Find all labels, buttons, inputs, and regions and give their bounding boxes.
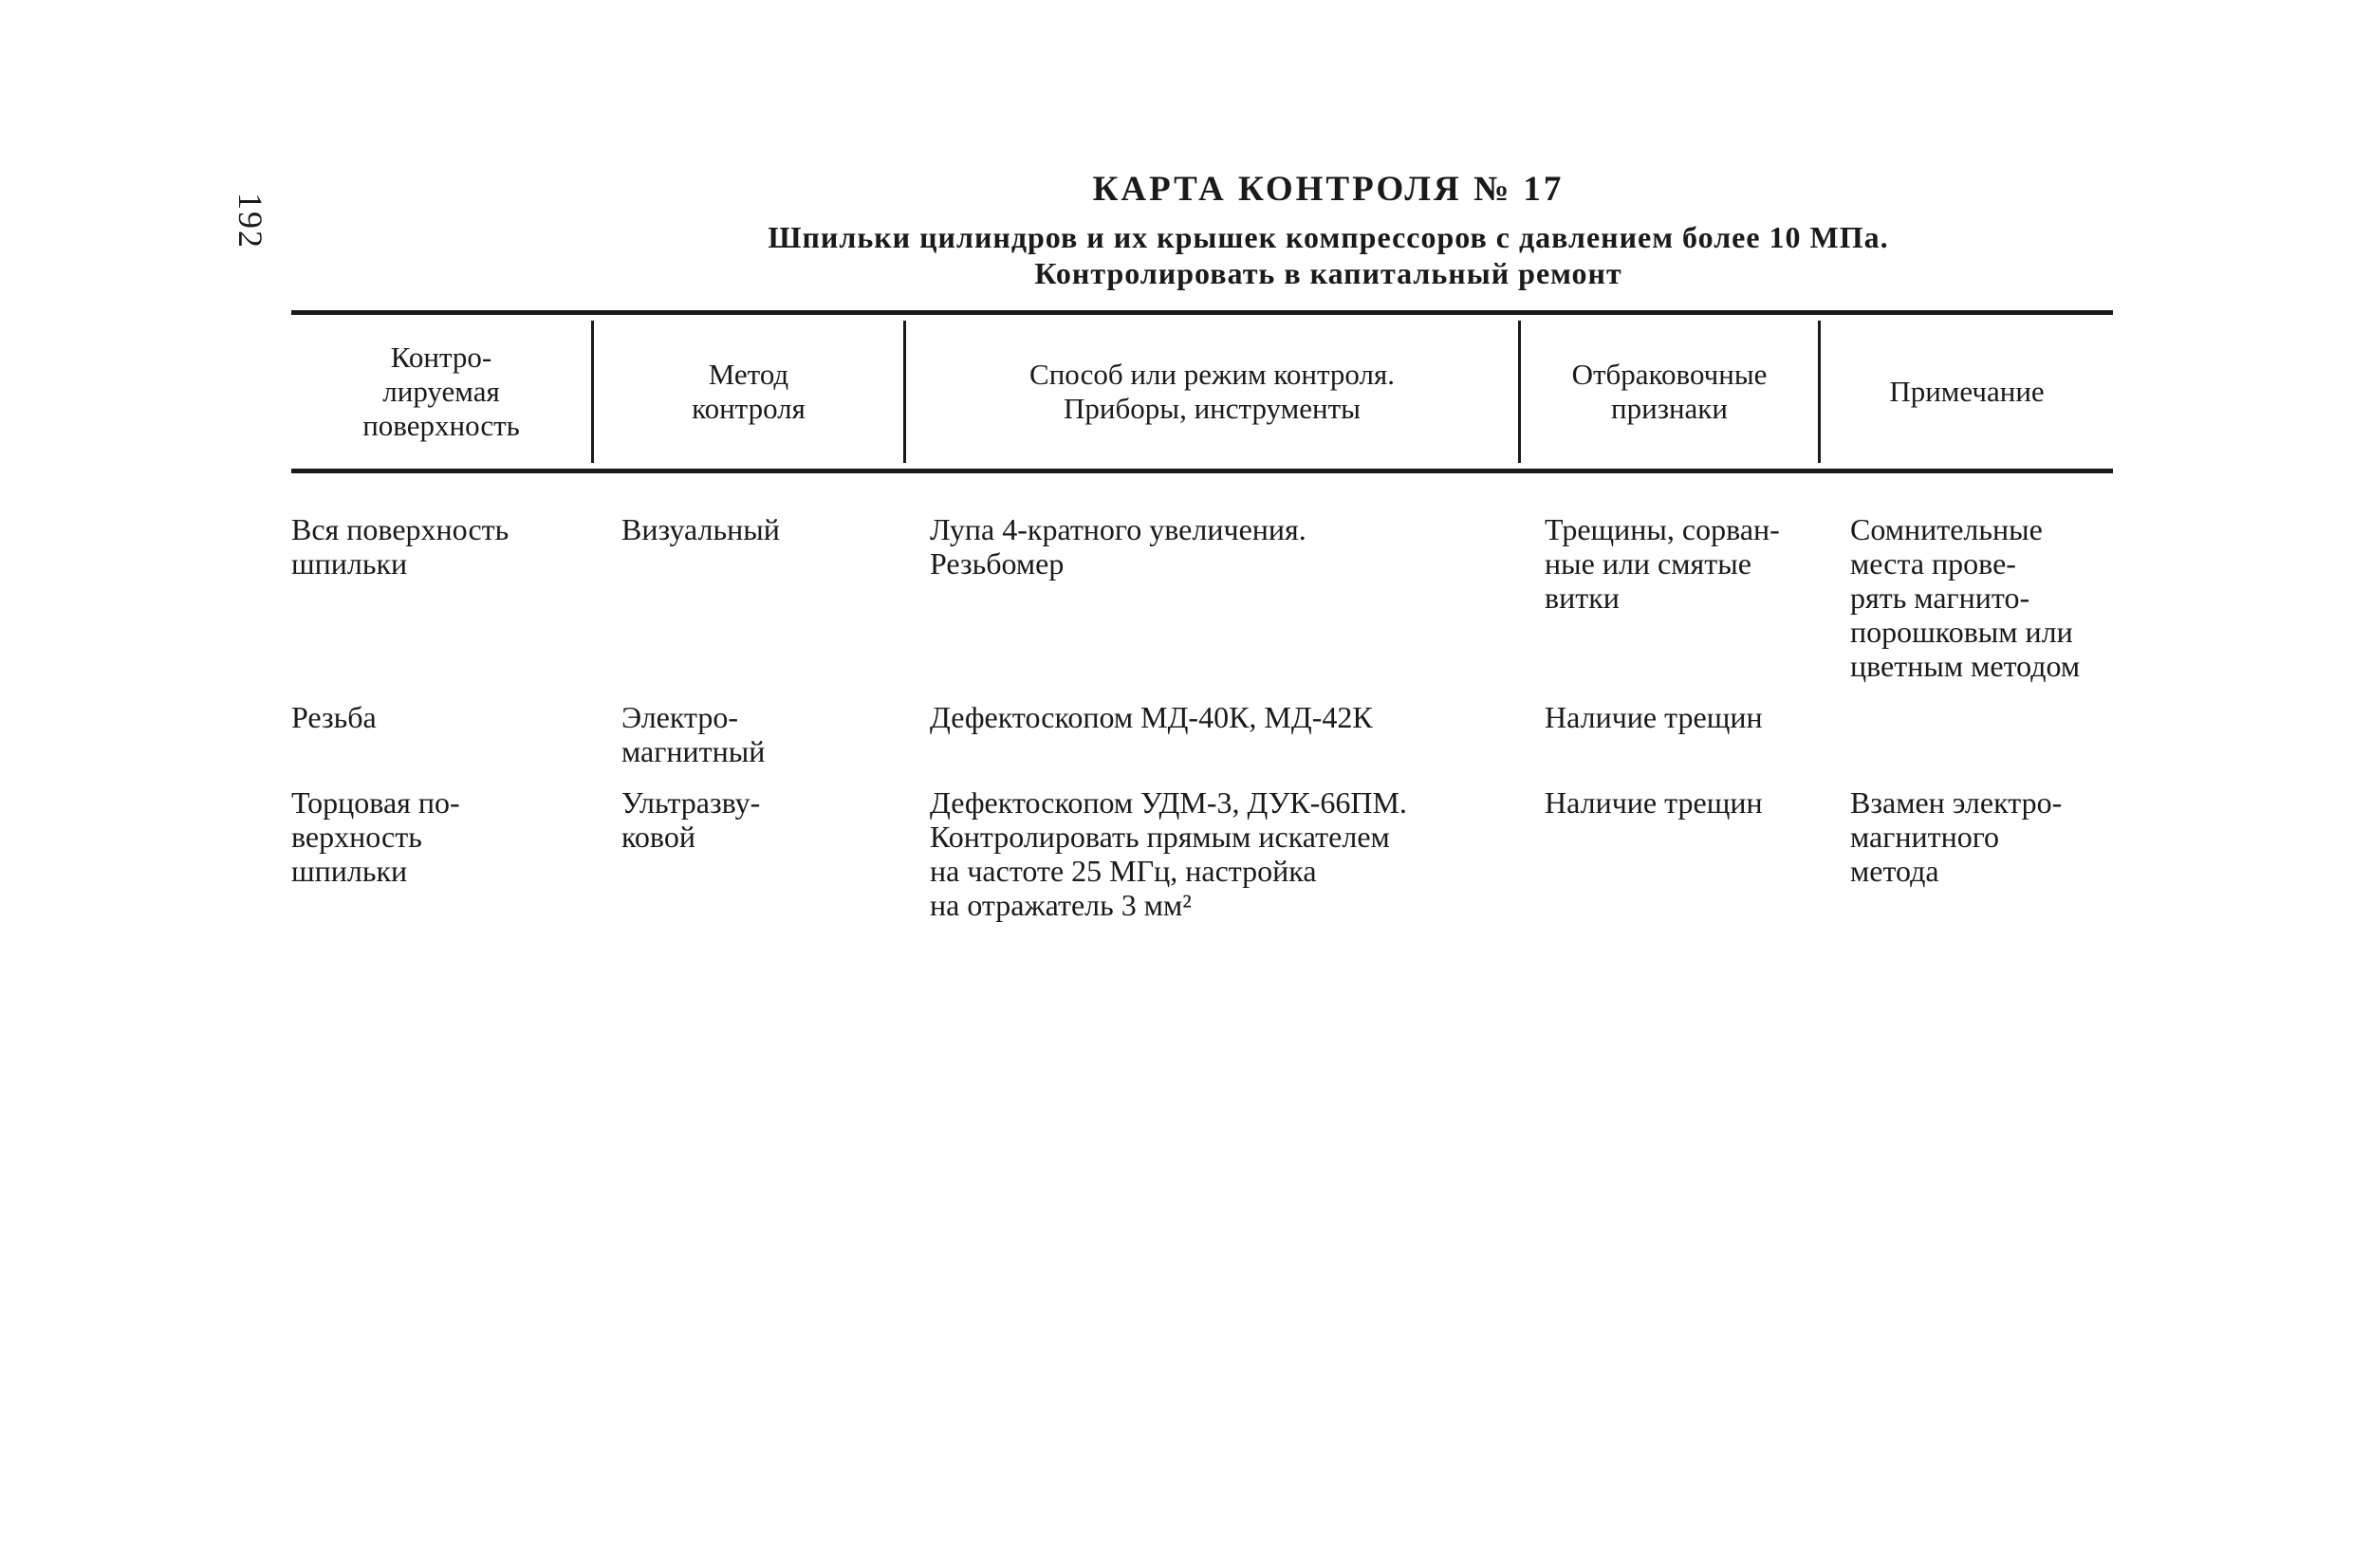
table-cell: Наличие трещин	[1545, 700, 1763, 734]
table-cell: Сомнительные места прове- рять магнито- порошковым или цветным методом	[1850, 512, 2081, 683]
header-control-mode-instruments: Способ или режим контроля. Приборы, инструменты	[1029, 358, 1395, 425]
table-cell: Ультразву- ковой	[621, 785, 761, 854]
header-note: Примечание	[1889, 375, 2045, 408]
header-control-method: Метод контроля	[692, 358, 806, 425]
header-rejection-criteria: Отбраковочные признаки	[1571, 358, 1768, 425]
table-cell: Электро- магнитный	[621, 700, 766, 768]
table-cell: Визуальный	[621, 512, 780, 546]
table-cell: Взамен электро- магнитного метода	[1850, 785, 2063, 888]
table-cell: Наличие трещин	[1545, 785, 1763, 820]
table-cell: Резьба	[291, 700, 377, 734]
page-number: 192	[232, 193, 269, 249]
header-controlled-surface: Контро- лируемая поверхность	[362, 341, 520, 442]
subtitle-line-1: Шпильки цилиндров и их крышек компрессоров с давлением более 10 МПа.	[768, 220, 1889, 254]
table-header-rule	[291, 469, 2113, 473]
table-cell: Дефектоскопом МД-40К, МД-42К	[930, 700, 1373, 734]
table-cell: Торцовая по- верхность шпильки	[291, 785, 460, 888]
table-cell: Трещины, сорван- ные или смятые витки	[1545, 512, 1780, 615]
table-cell: Вся поверхность шпильки	[291, 512, 510, 581]
table-cell: Дефектоскопом УДМ-3, ДУК-66ПМ. Контролировать прямым искателем на частоте 25 МГц, настройка на отражатель 3 мм²	[930, 785, 1407, 922]
subtitle-line-2: Контролировать в капитальный ремонт	[1034, 256, 1622, 290]
page-title: КАРТА КОНТРОЛЯ № 17	[1092, 170, 1565, 209]
table-cell: Лупа 4-кратного увеличения. Резьбомер	[930, 512, 1306, 581]
